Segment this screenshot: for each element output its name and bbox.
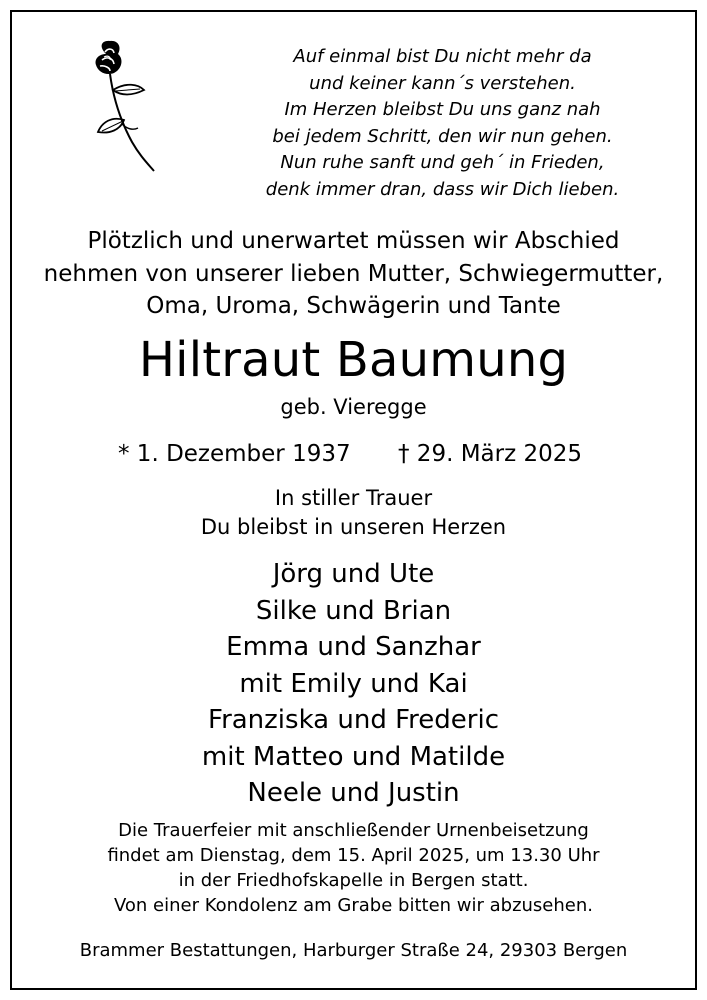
mourner-entry: Neele und Justin: [247, 778, 460, 808]
birth-date: * 1. Dezember 1937: [118, 441, 351, 467]
mourner-entry: Jörg und Ute: [272, 559, 435, 589]
death-date: † 29. März 2025: [398, 441, 583, 467]
mourners-list: [20, 556, 687, 812]
mourner-entry: mit Emily und Kai: [239, 668, 468, 699]
funeral-line: findet am Dienstag, dem 15. April 2025, um 13.30 Uhr: [107, 845, 600, 866]
intro-line: Plötzlich und unerwartet müssen wir Abschied: [87, 228, 620, 254]
mourner-entry: Emma und Sanzhar: [226, 632, 481, 662]
mourning-text: [20, 484, 687, 542]
intro-line: Oma, Uroma, Schwägerin und Tante: [146, 293, 561, 319]
mourning-line: Du bleibst in unseren Herzen: [200, 515, 507, 539]
poem-line: Im Herzen bleibst Du uns ganz nah: [284, 99, 601, 120]
mourner-entry: Silke und Brian: [255, 595, 452, 626]
poem-line: denk immer dran, dass wir Dich lieben.: [265, 178, 620, 200]
intro-line: nehmen von unserer lieben Mutter, Schwiegermutter,: [43, 260, 664, 287]
deceased-name: Hiltraut Baumung: [138, 332, 569, 388]
poem-line: Auf einmal bist Du nicht mehr da: [293, 46, 592, 67]
funeral-line: Von einer Kondolenz am Grabe bitten wir abzusehen.: [113, 895, 593, 916]
intro-text: [20, 225, 687, 323]
mourner-entry: Franziska und Frederic: [208, 705, 499, 735]
rose-icon: [80, 38, 160, 174]
mourner-entry: mit Matteo und Matilde: [201, 741, 506, 772]
poem-line: und keiner kann´s verstehen.: [309, 72, 576, 94]
poem-line: bei jedem Schritt, den wir nun gehen.: [272, 125, 613, 147]
undertaker-info: Brammer Bestattungen, Harburger Straße 24, 29303 Bergen: [79, 940, 628, 961]
poem: [215, 44, 670, 203]
mourning-line: In stiller Trauer: [274, 486, 433, 510]
funeral-line: Die Trauerfeier mit anschließender Urnenbeisetzung: [118, 820, 589, 841]
funeral-info: [20, 818, 687, 918]
funeral-line: in der Friedhofskapelle in Bergen statt.: [178, 870, 529, 891]
birth-name: geb. Vieregge: [280, 395, 427, 419]
poem-line: Nun ruhe sanft und geh´ in Frieden,: [280, 152, 605, 173]
